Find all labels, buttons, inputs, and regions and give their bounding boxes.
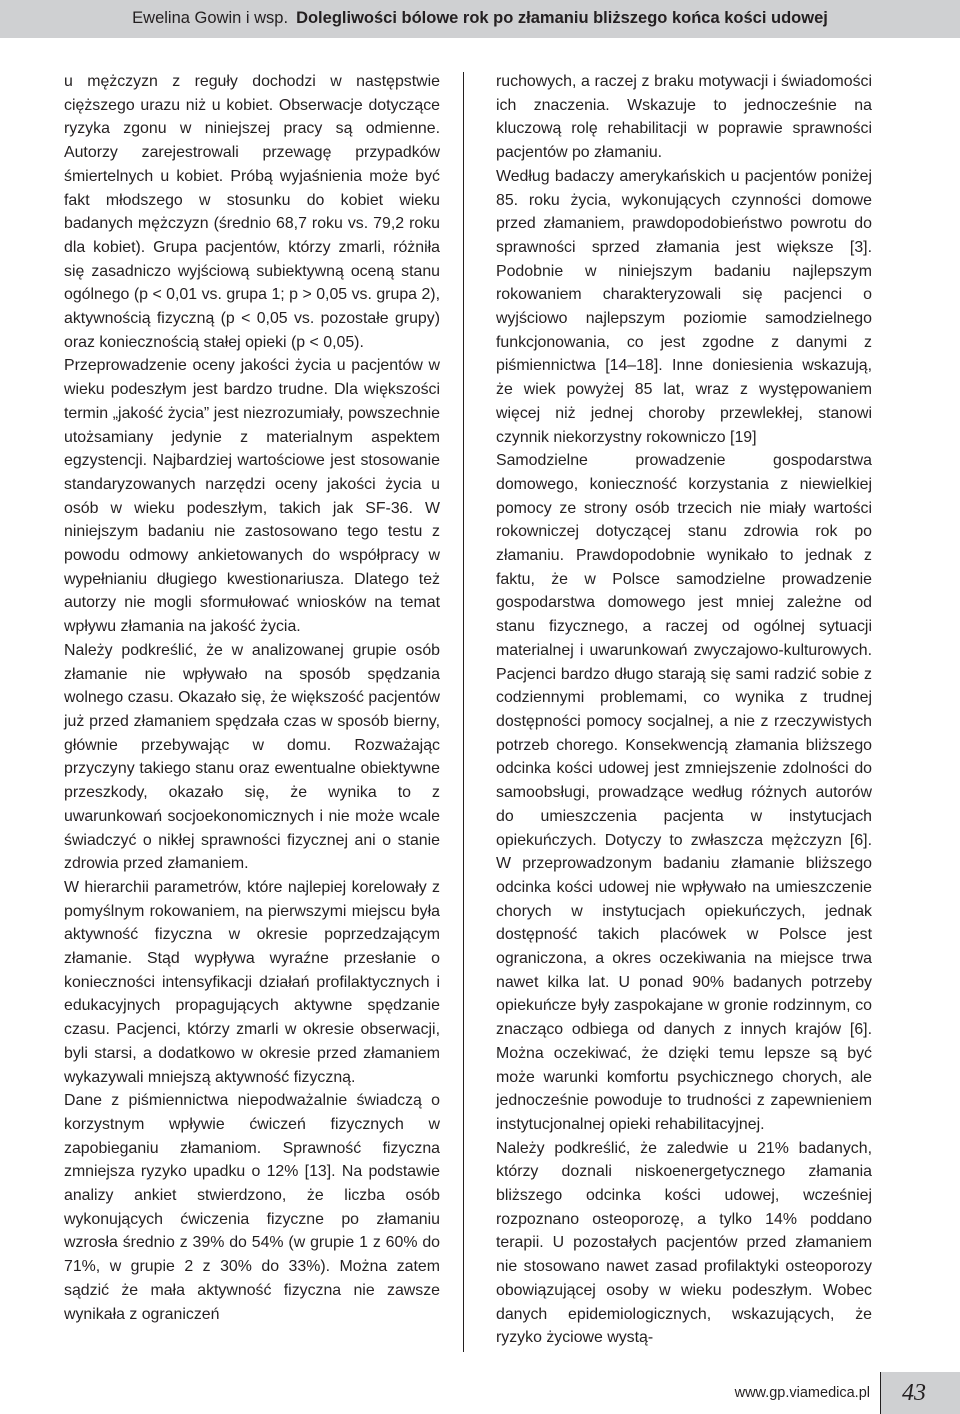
journal-url: www.gp.viamedica.pl [734, 1385, 870, 1401]
page-number-rule [880, 1372, 881, 1414]
paragraph: ruchowych, a raczej z braku motywacji i świadomości ich znaczenia. Wskazuje to jednocześnie na kluczową rolę rehabilitacji w poprawie sprawności pacjentów po złamaniu. [496, 73, 872, 162]
header-article-title: Dolegliwości bólowe rok po złamaniu bliższego końca kości udowej [296, 9, 828, 27]
paragraph: u mężczyzn z reguły dochodzi w następstwie cięższego urazu niż u kobiet. Obserwacje dotyczące ryzyka zgonu w niniejszej pracy są odmienne. Autorzy zarejestrowali przewagę przypadków śmiertelnych u kobiet. Próbą wyjaśnienia może być fakt młodszego w stosunku do kobiet wieku badanych mężczyzn (średnio 68,7 roku vs. 79,2 roku dla kobiet). Grupa pacjentów, którzy zmarli, różniła się zasadniczo wyjściową subiektywną oceną stanu ogólnego (p < 0,01 vs. grupa 1; p > 0,05 vs. grupa 2), aktywnością fizyczną (p < 0,05 vs. pozostałe grupy) oraz koniecznością stałej opieki (p < 0,05). [64, 73, 440, 351]
left-column [64, 70, 440, 1326]
column-divider [463, 72, 464, 1352]
paragraph: Dane z piśmiennictwa niepodważalnie świadczą o korzystnym wpływie ćwiczeń fizycznych w zapobieganiu złamaniom. Sprawność fizyczna zmniejsza ryzyko upadku o 12% [13]. Na podstawie analizy ankiet stwierdzono, że liczba osób wykonujących ćwiczenia fizyczne po złamaniu wzrosła średnio z 39% do 54% (w grupie 1 z 60% do 71%, w grupie 2 z 30% do 33%). Można zatem sądzić że mała aktywność fizyczna nie zawsze wynikała z ograniczeń [64, 1092, 440, 1323]
paragraph: Według badaczy amerykańskich u pacjentów poniżej 85. roku życia, wykonujących czynności domowe przed złamaniem, prawdopodobieństwo powrotu do sprawności sprzed złamania jest większe [3]. Podobnie w niniejszym badaniu najlepszym rokowaniem charakteryzowali się pacjenci o wyjściowo najlepszym poziomie samodzielnego funkcjonowania, co jest zgodne z danymi z piśmiennictwa [14–18]. Inne doniesienia wskazują, że wiek powyżej 85 lat, wraz z występowaniem więcej niż jednej choroby przewlekłej, stanowi czynnik niekorzystny rokowniczo [19] [496, 167, 872, 446]
right-column [496, 70, 872, 1350]
paragraph: Należy podkreślić, że w analizowanej grupie osób złamanie nie wpływało na sposób spędzania wolnego czasu. Okazało się, że większość pacjentów już przed złamaniem spędzała czas w sposób bierny, głównie przebywając w domu. Rozważając przyczyny takiego stanu oraz ewentualne obiektywne przeszkody, okazało się, że wynika to z uwarunkowań socjoekonomicznych i nie może wcale świadczyć o nikłej sprawności fizycznej ani o stanie zdrowia przed złamaniem. [64, 641, 440, 873]
paragraph: Samodzielne prowadzenie gospodarstwa domowego, konieczność korzystania z niewielkiej pomocy ze strony osób trzecich nie miały wartości rokowniczej dotyczącej stanu zdrowia rok po złamaniu. Prawdopodobnie wynikało to jednak z faktu, że w Polsce samodzielne prowadzenie gospodarstwa domowego jest mniej zależne od stanu fizycznego, a raczej od ogólnej sytuacji materialnej i uwarunkowań zwyczajowo-kulturowych. Pacjenci bardzo długo starają się sami radzić sobie z codziennymi problemami, co wynika z trudnej dostępności pomocy socjalnej, a nie z rzeczywistych potrzeb chorego. Konsekwencją złamania bliższego odcinka kości udowej jest zmniejszenie zdolności do samoobsługi, prowadzące według różnych autorów do umieszczenia pacjenta w instytucjach opiekuńczych. Dotyczy to zwłaszcza mężczyzn [6]. W przeprowadzonym badaniu złamanie bliższego odcinka kości udowej nie wpływało na umieszczenie chorych w instytucjach opiekuńczych, jednak dostępność takich placówek w Polsce jest ograniczona, a okres oczekiwania na miejsce trwa nawet kilka lat. U ponad 90% badanych potrzeby opiekuńcze były zaspokajane w gronie rodzinnym, co znacząco odbiega od danych z innych krajów [6]. Można oczekiwać, że dzięki temu lepsze są być może warunki komfortu psychicznego chorych, ale jednocześnie powoduje to trudności z zapewnieniem instytucjonalnej opieki rehabilitacyjnej. [496, 452, 872, 1133]
running-header-text [0, 9, 960, 28]
page-number: 43 [902, 1380, 926, 1406]
paragraph: Przeprowadzenie oceny jakości życia u pacjentów w wieku podeszłym jest bardzo trudne. Dla większości termin „jakość życia” jest niezrozumiały, powszechnie utożsamiany jedynie z materialnym aspektem egzystencji. Najbardziej wartościowe jest stosowanie standaryzowanych narzędzi oceny jakości życia u osób w wieku podeszłym, takich jak SF-36. W niniejszym badaniu nie zastosowano tego testu z powodu odmowy ankietowanych do współpracy w wypełnianiu długiego kwestionariusza. Dlatego też autorzy nie mogli sformułować wniosków na temat wpływu złamania na jakość życia. [64, 357, 440, 636]
header-authors: Ewelina Gowin i wsp. [132, 9, 289, 27]
paragraph: Należy podkreślić, że zaledwie u 21% badanych, którzy doznali niskoenergetycznego złamania bliższego odcinka kości udowej, wcześniej rozpoznano osteoporozę, a tylko 14% poddano terapii. U pozostałych pacjentów przed złamaniem nie stosowano nawet zasad profilaktyki osteoporozy obowiązującej osoby w wieku podeszłym. Wobec danych epidemiologicznych, wskazujących, że ryzyko życiowe wystą- [496, 1139, 872, 1347]
running-header [0, 0, 960, 38]
paragraph: W hierarchii parametrów, które najlepiej korelowały z pomyślnym rokowaniem, na pierwszymi miejscu była aktywność fizyczna w okresie poprzedzającym złamanie. Stąd wypływa wyraźne przesłanie o konieczności intensyfikacji działań profilaktycznych i edukacyjnych propagujących aktywne spędzanie czasu. Pacjenci, którzy zmarli w okresie obserwacji, byli starsi, a dodatkowo w okresie przed złamaniem wykazywali mniejszą aktywność fizyczną. [64, 878, 440, 1086]
